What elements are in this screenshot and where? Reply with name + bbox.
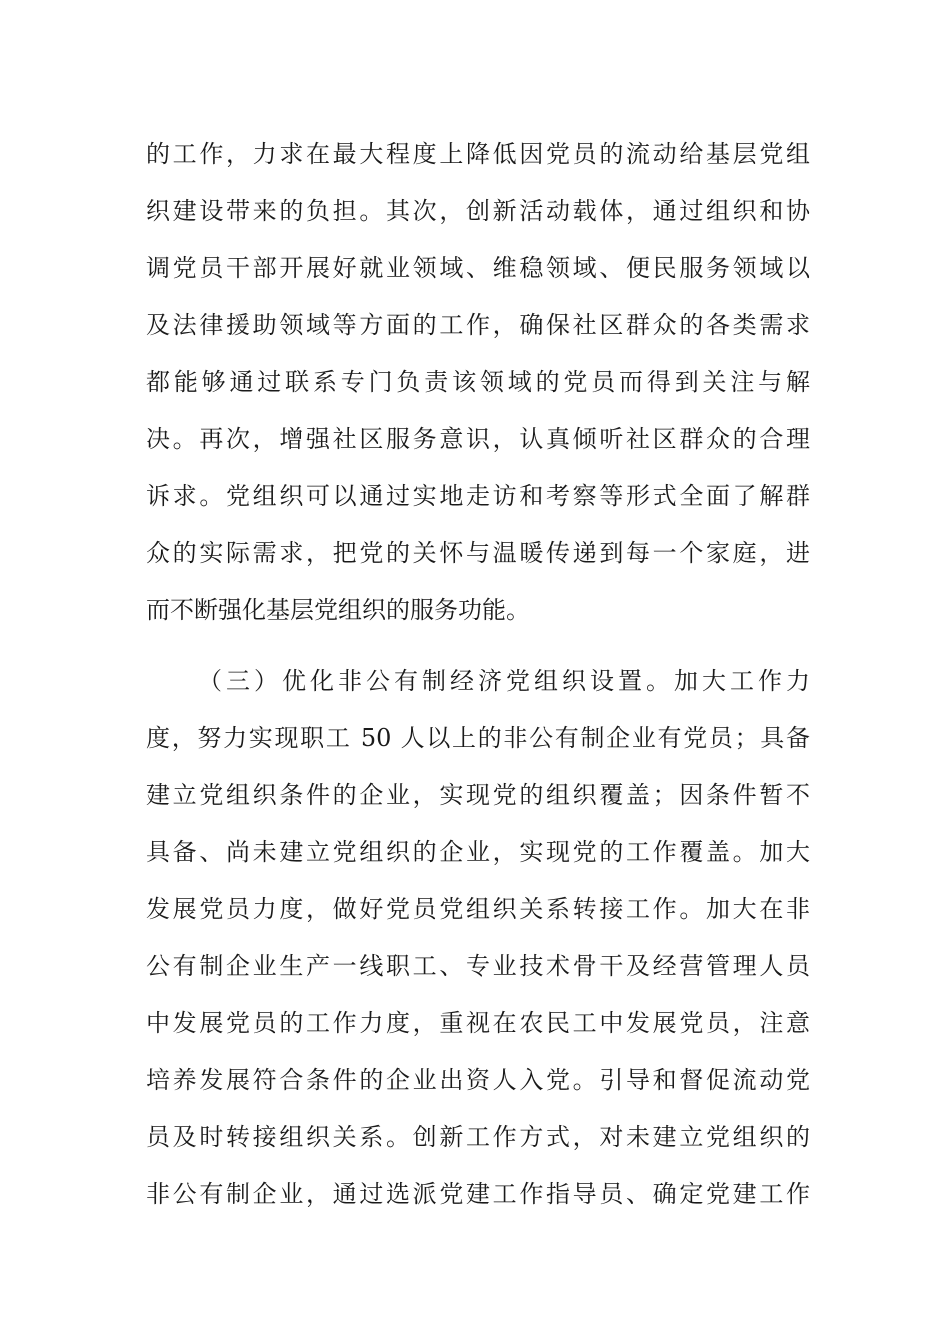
text-line: 公有制企业生产一线职工、专业技术骨干及经营管理人员 xyxy=(146,952,810,980)
text-line: 员及时转接组织关系。创新工作方式，对未建立党组织的 xyxy=(146,1123,810,1151)
text-line: （三）优化非公有制经济党组织设置。加大工作力 xyxy=(198,667,810,695)
text-line: 非公有制企业，通过选派党建工作指导员、确定党建工作 xyxy=(146,1180,810,1208)
paragraph-spacer xyxy=(146,639,810,653)
paragraph-2 xyxy=(146,653,810,1223)
text-line: 诉求。党组织可以通过实地走访和考察等形式全面了解群 xyxy=(146,482,810,510)
text-line: 中发展党员的工作力度，重视在农民工中发展党员，注意 xyxy=(146,1009,810,1037)
text-line: 决。再次，增强社区服务意识，认真倾听社区群众的合理 xyxy=(146,425,810,453)
text-line: 及法律援助领域等方面的工作，确保社区群众的各类需求 xyxy=(146,311,810,339)
text-line: 的工作，力求在最大程度上降低因党员的流动给基层党组 xyxy=(146,140,810,168)
document-body xyxy=(146,126,810,1223)
text-line: 都能够通过联系专门负责该领域的党员而得到关注与解 xyxy=(146,368,810,396)
text-line: 建立党组织条件的企业，实现党的组织覆盖；因条件暂不 xyxy=(146,781,810,809)
text-line: 调党员干部开展好就业领域、维稳领域、便民服务领域以 xyxy=(146,254,810,282)
text-line: 度，努力实现职工 50 人以上的非公有制企业有党员；具备 xyxy=(146,724,810,752)
text-line: 众的实际需求，把党的关怀与温暖传递到每一个家庭，进 xyxy=(146,539,810,567)
text-line: 织建设带来的负担。其次，创新活动载体，通过组织和协 xyxy=(146,197,810,225)
text-line: 具备、尚未建立党组织的企业，实现党的工作覆盖。加大 xyxy=(146,838,810,866)
paragraph-1 xyxy=(146,126,810,639)
text-line: 培养发展符合条件的企业出资人入党。引导和督促流动党 xyxy=(146,1066,810,1094)
text-line: 而不断强化基层党组织的服务功能。 xyxy=(146,596,530,624)
text-line: 发展党员力度，做好党员党组织关系转接工作。加大在非 xyxy=(146,895,810,923)
